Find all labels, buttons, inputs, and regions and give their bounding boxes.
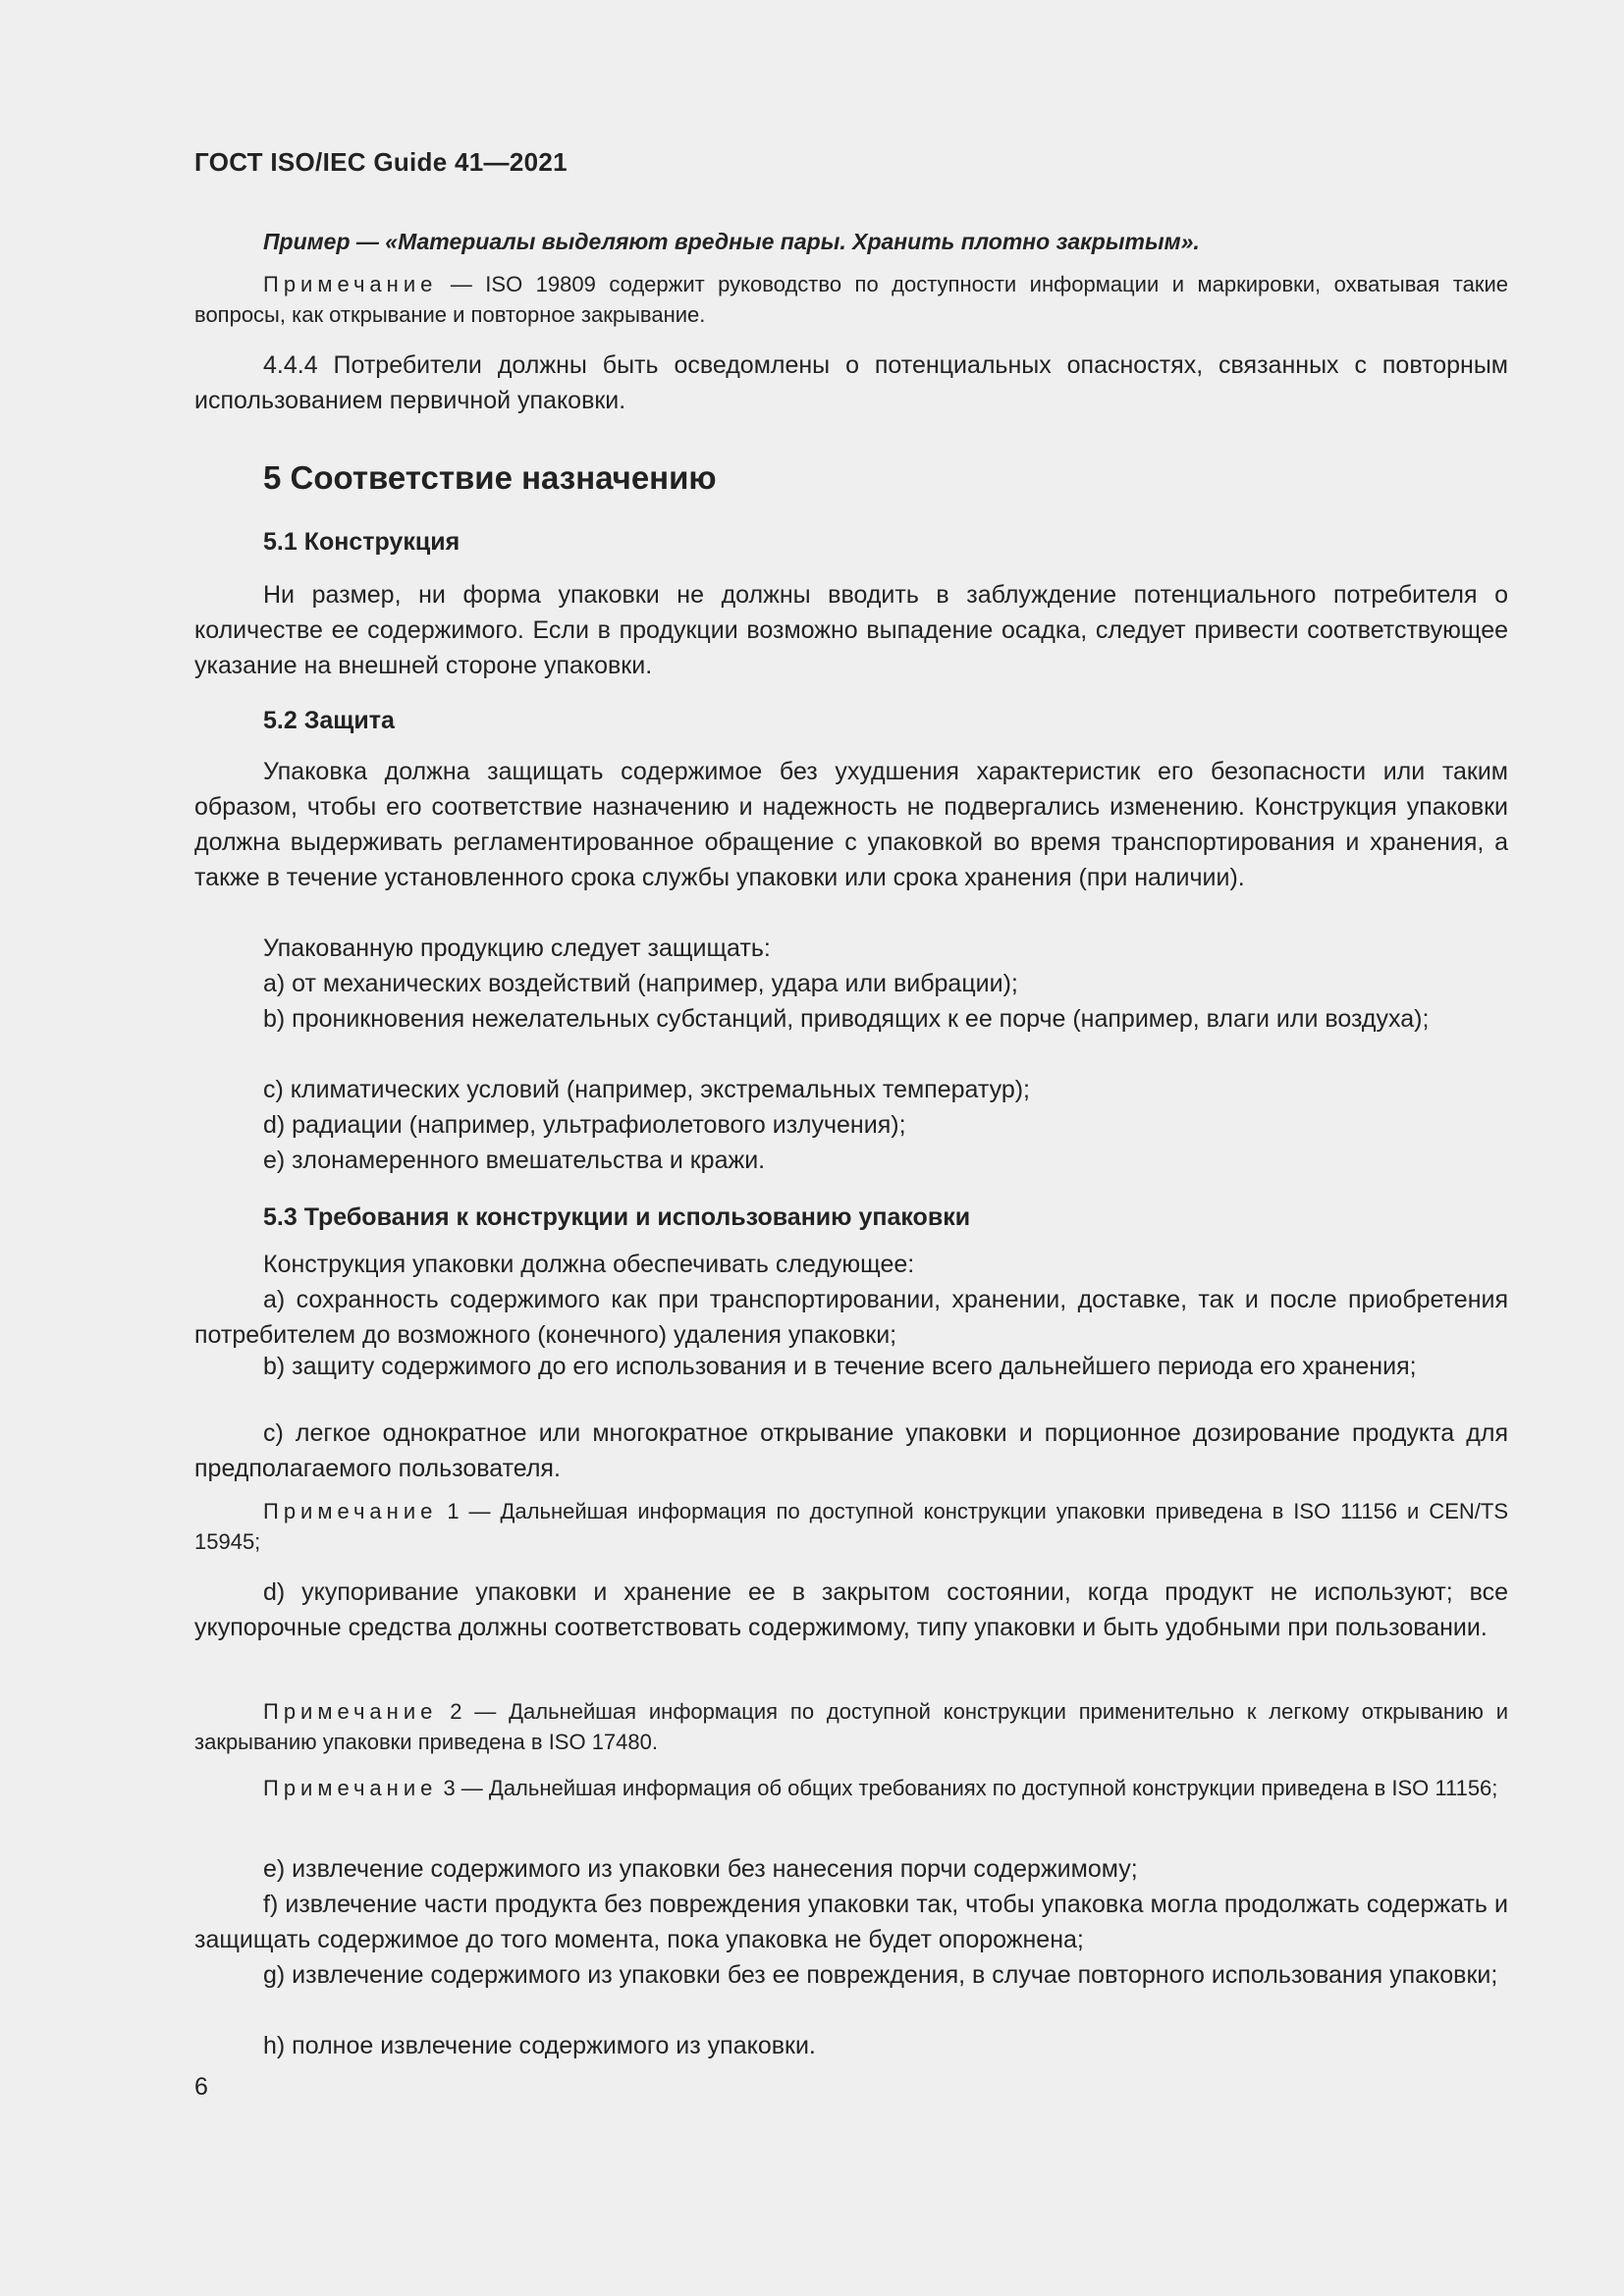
list-item: e) извлечение содержимого из упаковки без нанесения порчи содержимому; — [263, 1855, 1138, 1883]
section-5-3-title: 5.3 Требования к конструкции и использованию упаковки — [263, 1203, 971, 1231]
list-item: h) полное извлечение содержимого из упаковки. — [263, 2032, 816, 2059]
list-item: e) злонамеренного вмешательства и кражи. — [263, 1147, 766, 1174]
section-5-1-title: 5.1 Конструкция — [263, 528, 460, 556]
section-5-2-title: 5.2 Защита — [263, 707, 395, 734]
section-5-2-text: Упаковка должна защищать содержимое без ухудшения характеристик его безопасности или таким образом, чтобы его соответствие назначению и надежность не подвергались изменению. Конструкция упаковки должна выдерживать регламентированное обращение с упаковкой во время транспортирования и хранения, а также в течение установленного срока службы упаковки или срока хранения (при наличии). — [194, 758, 1508, 891]
list-item: a) от механических воздействий (например, удара или вибрации); — [263, 970, 1018, 997]
list-item: f) извлечение части продукта без повреждения упаковки так, чтобы упаковка могла продолжать содержать и защищать содержимое до того момента, пока упаковка не будет опорожнена; — [194, 1891, 1508, 1953]
list-item: b) проникновения нежелательных субстанций, приводящих к ее порче (например, влаги или воздуха); — [263, 1005, 1430, 1033]
example-text: Пример — «Материалы выделяют вредные пары. Хранить плотно закрытым». — [263, 229, 1200, 254]
list-item: a) сохранность содержимого как при транспортировании, хранении, доставке, так и после приобретения потребителем до возможного (конечного) удаления упаковки; — [194, 1286, 1508, 1349]
note-text: 1 — Дальнейшая информация по доступной конструкции упаковки приведена в ISO 11156 и CEN/TS 15945; — [194, 1499, 1508, 1554]
clause-4-4-4: 4.4.4 Потребители должны быть осведомлены о потенциальных опасностях, связанных с повторным использованием первичной упаковки. — [194, 351, 1508, 414]
note-label: Примечание — [263, 1499, 438, 1523]
note-3 — [194, 1773, 1508, 1803]
note-text: 3 — Дальнейшая информация об общих требованиях по доступной конструкции приведена в ISO 11156; — [437, 1776, 1498, 1800]
note-label: Примечание — [263, 1776, 438, 1800]
note-1 — [194, 1496, 1508, 1557]
note-text: 2 — Дальнейшая информация по доступной конструкции применительно к легкому открыванию и закрыванию упаковки приведена в ISO 17480. — [194, 1699, 1508, 1754]
list-item: g) извлечение содержимого из упаковки без ее повреждения, в случае повторного использования упаковки; — [263, 1961, 1498, 1989]
list-item: c) климатических условий (например, экстремальных температур); — [263, 1076, 1030, 1103]
section-5-1-text: Ни размер, ни форма упаковки не должны вводить в заблуждение потенциального потребителя о количестве ее содержимого. Если в продукции возможно выпадение осадка, следует привести соответствующее указание на внешней стороне упаковки. — [194, 581, 1508, 679]
list-item: d) радиации (например, ультрафиолетового излучения); — [263, 1111, 906, 1139]
section-5-2-intro: Упакованную продукцию следует защищать: — [263, 934, 771, 962]
note-2 — [194, 1696, 1508, 1757]
page-number: 6 — [194, 2073, 208, 2101]
note-label: Примечание — [263, 272, 438, 296]
note-top — [194, 269, 1508, 330]
document-header: ГОСТ ISO/IEC Guide 41—2021 — [194, 147, 568, 177]
section-5-3-intro: Конструкция упаковки должна обеспечивать следующее: — [263, 1251, 915, 1278]
section-5-title: 5 Соответствие назначению — [263, 459, 717, 496]
list-item: d) укупоривание упаковки и хранение ее в закрытом состоянии, когда продукт не используют; все укупорочные средства должны соответствовать содержимому, типу упаковки и быть удобными при пользовании. — [194, 1578, 1508, 1641]
note-label: Примечание — [263, 1699, 438, 1724]
note-text: — ISO 19809 содержит руководство по доступности информации и маркировки, охватывая такие вопросы, как открывание и повторное закрывание. — [194, 272, 1508, 327]
list-item: b) защиту содержимого до его использования и в течение всего дальнейшего периода его хранения; — [263, 1353, 1417, 1380]
list-item: c) легкое однократное или многократное открывание упаковки и порционное дозирование продукта для предполагаемого пользователя. — [194, 1419, 1508, 1482]
